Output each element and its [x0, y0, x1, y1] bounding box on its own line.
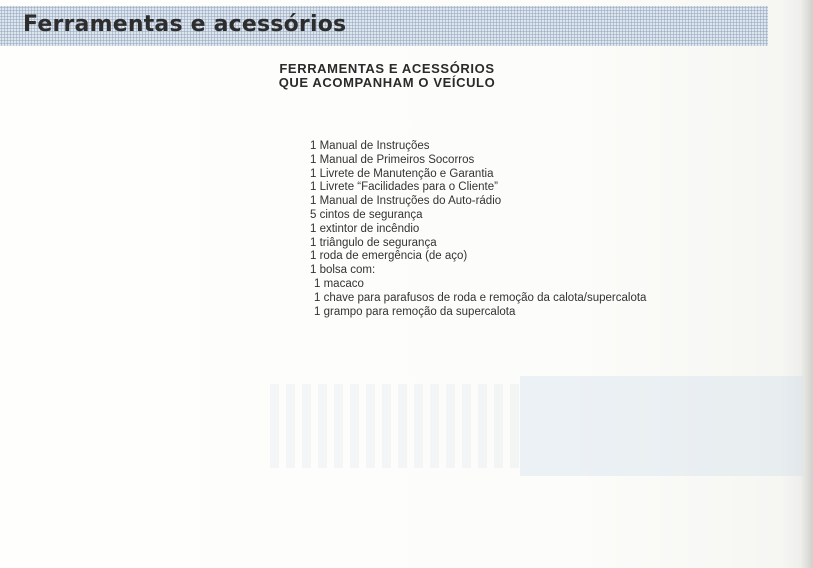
- list-item: 1 bolsa com:: [310, 264, 376, 277]
- list-item: 5 cintos de segurança: [310, 208, 423, 221]
- page-title: Ferramentas e acessórios: [23, 12, 347, 37]
- bag-item: 1 macaco: [314, 277, 364, 290]
- included-items-list: [310, 140, 646, 319]
- section-heading-line-2: QUE ACOMPANHAM O VEÍCULO: [278, 75, 496, 90]
- section-heading-line-1: FERRAMENTAS E ACESSÓRIOS: [279, 61, 495, 76]
- page-edge-shadow: [801, 0, 813, 568]
- list-item: 1 Manual de Primeiros Socorros: [310, 153, 475, 166]
- list-item: 1 Livrete de Manutenção e Garantia: [310, 167, 494, 180]
- list-item: 1 triângulo de segurança: [310, 236, 437, 249]
- list-item: 1 Manual de Instruções do Auto-rádio: [310, 195, 502, 208]
- bag-item: 1 grampo para remoção da supercalota: [314, 305, 516, 318]
- list-item: 1 roda de emergência (de aço): [310, 250, 468, 263]
- list-item: 1 Livrete “Facilidades para o Cliente”: [310, 181, 498, 194]
- show-through-block: [520, 376, 803, 476]
- show-through-text: [270, 384, 520, 468]
- section-heading: [200, 62, 574, 90]
- list-item: 1 extintor de incêndio: [310, 222, 420, 235]
- bag-item: 1 chave para parafusos de roda e remoção da calota/supercalota: [314, 291, 647, 304]
- list-item: 1 Manual de Instruções: [310, 140, 430, 152]
